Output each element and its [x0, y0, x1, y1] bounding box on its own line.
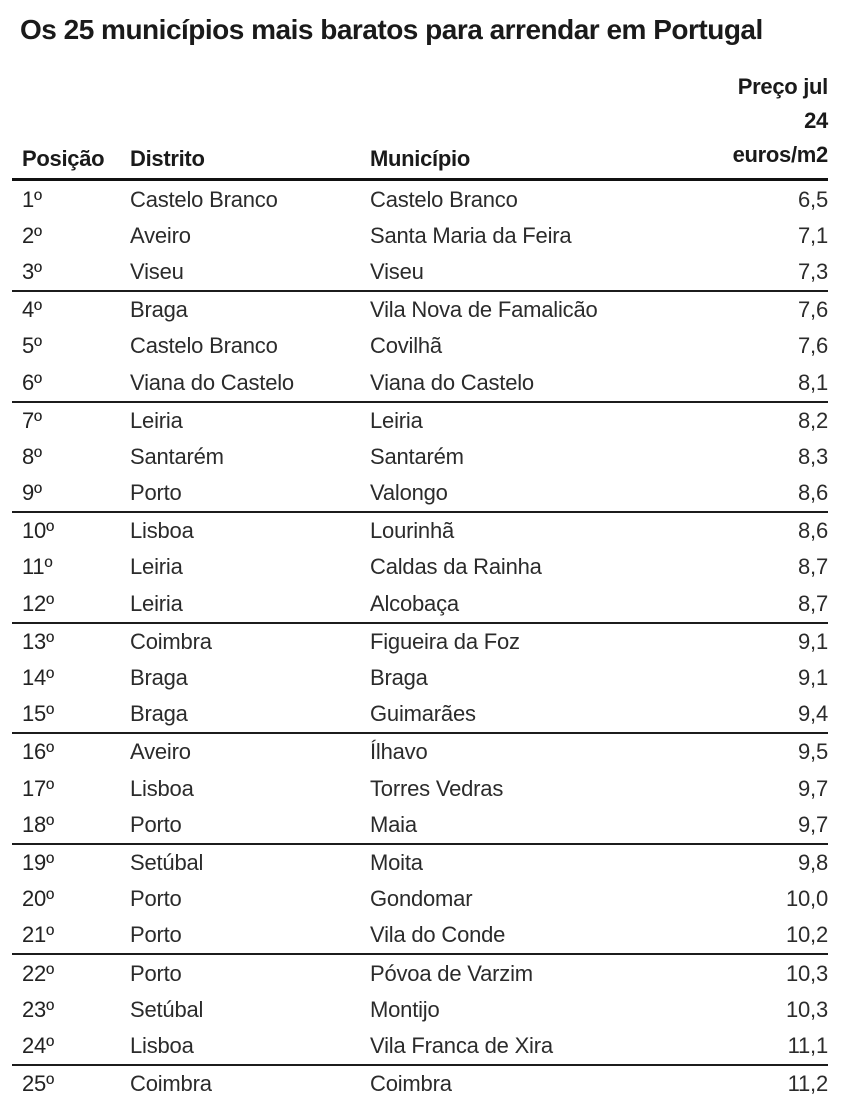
- column-header-price-line1: Preço jul 24: [737, 74, 828, 134]
- cell-position: 10º: [22, 518, 54, 544]
- cell-position: 23º: [22, 996, 54, 1022]
- table-row: [12, 845, 828, 881]
- column-header-position: Posição: [22, 146, 105, 172]
- cell-position: 17º: [22, 775, 54, 801]
- cell-district: Castelo Branco: [130, 333, 278, 359]
- cell-position: 14º: [22, 665, 54, 690]
- table-row: [12, 328, 828, 364]
- cell-municipality: Caldas da Rainha: [370, 554, 542, 580]
- cell-position: 6º: [22, 369, 42, 395]
- cell-municipality: Braga: [370, 665, 428, 690]
- cell-position: 21º: [22, 922, 54, 948]
- cell-price: 11,1: [787, 1032, 828, 1058]
- cell-municipality: Guimarães: [370, 701, 476, 727]
- cell-district: Aveiro: [130, 222, 191, 248]
- cell-district: Braga: [130, 665, 188, 690]
- table-header-row: [12, 70, 828, 181]
- cell-district: Braga: [130, 297, 188, 323]
- table-row: [12, 660, 828, 696]
- cell-municipality: Santa Maria da Feira: [370, 222, 572, 248]
- cell-district: Lisboa: [130, 518, 194, 544]
- price-table: [12, 70, 828, 1102]
- cell-position: 1º: [22, 186, 42, 212]
- cell-position: 12º: [22, 590, 54, 616]
- cell-district: Castelo Branco: [130, 186, 278, 212]
- table-row: [12, 734, 828, 770]
- cell-district: Coimbra: [130, 1071, 212, 1097]
- cell-price: 7,6: [798, 333, 828, 359]
- cell-price: 9,1: [798, 665, 828, 690]
- cell-position: 20º: [22, 886, 54, 912]
- cell-price: 9,4: [798, 701, 828, 727]
- table-row: [12, 807, 828, 845]
- cell-price: 8,6: [798, 480, 828, 506]
- cell-district: Porto: [130, 886, 182, 912]
- cell-district: Viseu: [130, 258, 184, 284]
- cell-district: Aveiro: [130, 739, 191, 765]
- cell-district: Viana do Castelo: [130, 369, 294, 395]
- cell-position: 18º: [22, 811, 54, 837]
- cell-municipality: Póvoa de Varzim: [370, 960, 533, 986]
- cell-price: 7,6: [798, 297, 828, 323]
- cell-position: 4º: [22, 297, 42, 323]
- cell-municipality: Maia: [370, 811, 417, 837]
- cell-municipality: Lourinhã: [370, 518, 455, 544]
- cell-district: Santarém: [130, 443, 224, 469]
- cell-municipality: Ílhavo: [370, 739, 428, 765]
- table-row: [12, 586, 828, 624]
- cell-price: 8,6: [798, 518, 828, 544]
- cell-position: 15º: [22, 701, 54, 727]
- cell-district: Leiria: [130, 554, 183, 580]
- cell-price: 7,3: [798, 258, 828, 284]
- cell-position: 16º: [22, 739, 54, 765]
- table-row: [12, 770, 828, 806]
- cell-municipality: Viana do Castelo: [370, 369, 534, 395]
- table-row: [12, 549, 828, 585]
- table-row: [12, 403, 828, 439]
- cell-position: 8º: [22, 443, 42, 469]
- table-row: [12, 1066, 828, 1102]
- column-header-price: [718, 70, 828, 172]
- cell-price: 8,1: [798, 369, 828, 395]
- cell-price: 8,7: [798, 590, 828, 616]
- cell-price: 6,5: [798, 186, 828, 212]
- table-row: [12, 992, 828, 1028]
- cell-municipality: Vila Nova de Famalicão: [370, 297, 598, 323]
- cell-position: 9º: [22, 480, 42, 506]
- column-header-municipality: Município: [370, 146, 470, 172]
- cell-position: 7º: [22, 407, 42, 433]
- cell-position: 2º: [22, 222, 42, 248]
- cell-district: Leiria: [130, 407, 183, 433]
- cell-price: 9,5: [798, 739, 828, 765]
- table-row: [12, 475, 828, 513]
- cell-position: 19º: [22, 849, 54, 875]
- cell-price: 7,1: [798, 222, 828, 248]
- cell-municipality: Coimbra: [370, 1071, 452, 1097]
- cell-district: Setúbal: [130, 849, 204, 875]
- cell-district: Porto: [130, 480, 182, 506]
- cell-price: 8,3: [798, 443, 828, 469]
- table-row: [12, 254, 828, 292]
- table-row: [12, 624, 828, 660]
- column-header-district: Distrito: [130, 146, 205, 172]
- table-row: [12, 513, 828, 549]
- cell-district: Lisboa: [130, 775, 194, 801]
- cell-municipality: Alcobaça: [370, 590, 459, 616]
- table-row: [12, 1028, 828, 1066]
- cell-district: Lisboa: [130, 1032, 194, 1058]
- cell-price: 10,3: [785, 996, 828, 1022]
- cell-municipality: Gondomar: [370, 886, 473, 912]
- cell-price: 9,8: [798, 849, 828, 875]
- cell-price: 10,3: [785, 960, 828, 986]
- cell-municipality: Valongo: [370, 480, 448, 506]
- page-title: Os 25 municípios mais baratos para arrendar em Portugal: [20, 14, 763, 45]
- cell-price: 8,7: [798, 554, 828, 580]
- cell-position: 24º: [22, 1032, 54, 1058]
- column-header-price-line2: euros/m2: [732, 142, 828, 168]
- table-row: [12, 439, 828, 475]
- cell-municipality: Vila Franca de Xira: [370, 1032, 553, 1058]
- cell-district: Porto: [130, 811, 182, 837]
- cell-district: Porto: [130, 960, 182, 986]
- cell-price: 10,0: [785, 886, 828, 912]
- cell-price: 9,1: [798, 628, 828, 654]
- cell-municipality: Montijo: [370, 996, 440, 1022]
- table-row: [12, 696, 828, 734]
- table-body: [12, 181, 828, 1102]
- cell-municipality: Leiria: [370, 407, 423, 433]
- cell-municipality: Figueira da Foz: [370, 628, 520, 654]
- cell-district: Setúbal: [130, 996, 204, 1022]
- cell-district: Leiria: [130, 590, 183, 616]
- table-row: [12, 881, 828, 917]
- cell-price: 10,2: [785, 922, 828, 948]
- table-row: [12, 218, 828, 254]
- cell-district: Braga: [130, 701, 188, 727]
- table-row: [12, 292, 828, 328]
- cell-municipality: Torres Vedras: [370, 775, 504, 801]
- cell-price: 9,7: [798, 775, 828, 801]
- cell-municipality: Moita: [370, 849, 423, 875]
- table-row: [12, 955, 828, 991]
- cell-position: 5º: [22, 333, 42, 359]
- cell-position: 22º: [22, 960, 54, 986]
- cell-price: 11,2: [787, 1071, 828, 1097]
- cell-district: Coimbra: [130, 628, 212, 654]
- cell-position: 25º: [22, 1071, 54, 1097]
- cell-district: Porto: [130, 922, 182, 948]
- cell-position: 13º: [22, 628, 54, 654]
- table-row: [12, 364, 828, 402]
- cell-municipality: Vila do Conde: [370, 922, 506, 948]
- table-row: [12, 181, 828, 217]
- cell-municipality: Covilhã: [370, 333, 442, 359]
- cell-position: 11º: [22, 554, 53, 580]
- cell-municipality: Castelo Branco: [370, 186, 518, 212]
- table-row: [12, 917, 828, 955]
- cell-price: 8,2: [798, 407, 828, 433]
- cell-position: 3º: [22, 258, 42, 284]
- cell-municipality: Viseu: [370, 258, 424, 284]
- cell-municipality: Santarém: [370, 443, 464, 469]
- cell-price: 9,7: [798, 811, 828, 837]
